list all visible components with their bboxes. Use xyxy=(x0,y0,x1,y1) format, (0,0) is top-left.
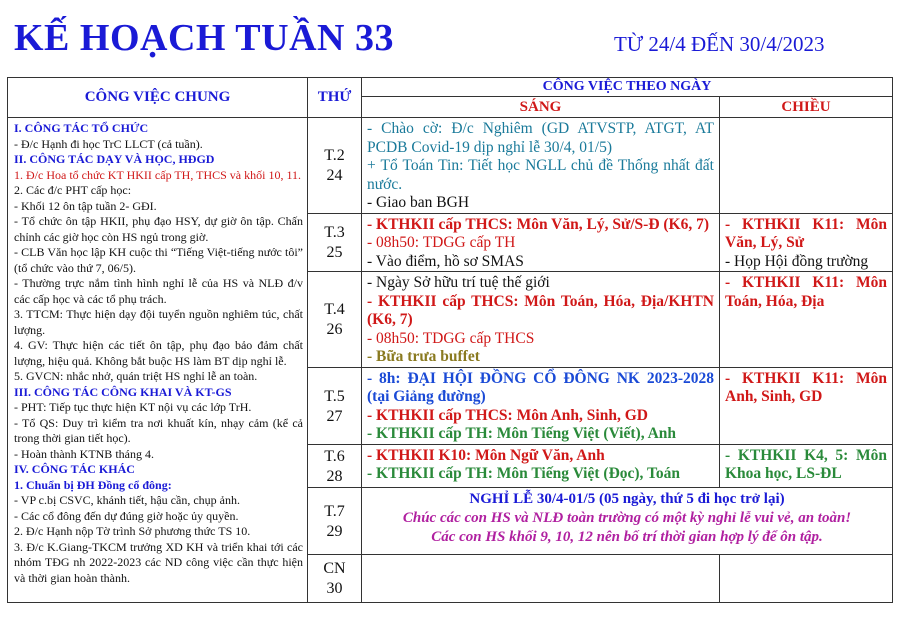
day-name: T.6 xyxy=(324,447,345,465)
morning-cell xyxy=(362,213,720,272)
general-work-cell xyxy=(8,118,308,603)
day-cell xyxy=(308,272,362,368)
morning-task: - 08h50: TDGG cấp THCS xyxy=(367,329,535,347)
general-work-line: 3. TTCM: Thực hiện dạy đội tuyển nguồn nghiêm túc, chất lượng. xyxy=(14,307,303,337)
general-work-line: - Tổ QS: Duy trì kiểm tra nơi khuất kín, nhạy cảm (kể cả trong thời gian tiết học). xyxy=(14,415,303,445)
afternoon-cell xyxy=(720,213,893,272)
morning-cell xyxy=(362,444,720,487)
general-work-line: - Tổ chức ôn tập HKII, phụ đạo HSY, dự giờ ôn tập. Chấn chỉnh các giờ học còn HS ngủ trong giờ. xyxy=(14,214,303,244)
general-work-line: II. CÔNG TÁC DẠY VÀ HỌC, HĐGD xyxy=(14,152,215,166)
morning-task: - KTHKII cấp THCS: Môn Toán, Hóa, Địa/KHTN (K6, 7) xyxy=(367,292,714,328)
day-date: 24 xyxy=(326,167,343,185)
holiday-line: NGHỈ LỄ 30/4-01/5 (05 ngày, thứ 5 đi học trở lại) xyxy=(469,490,785,507)
morning-cell xyxy=(362,554,720,602)
day-date: 28 xyxy=(326,467,343,485)
morning-header: SÁNG xyxy=(362,96,720,117)
day-name: T.7 xyxy=(324,502,345,520)
morning-task: - 8h: ĐẠI HỘI ĐỒNG CỔ ĐÔNG NK 2023-2028 (tại Giảng đường) xyxy=(367,369,714,405)
afternoon-cell xyxy=(720,444,893,487)
day-date: 26 xyxy=(326,321,343,339)
general-work-line: 1. Chuẩn bị ĐH Đồng cổ đông: xyxy=(14,477,172,492)
afternoon-task: - KTHKII K11: Môn Toán, Hóa, Địa xyxy=(725,274,887,310)
day-cell xyxy=(308,487,362,554)
morning-task: - KTHKII cấp THCS: Môn Văn, Lý, Sử/S-Đ (K6, 7) xyxy=(367,215,710,233)
morning-task: + Tổ Toán Tin: Tiết học NGLL chủ đề Thống nhất đất nước. xyxy=(367,157,714,193)
day-date: 27 xyxy=(326,407,343,425)
day-name: T.2 xyxy=(324,147,345,165)
morning-task: - KTHKII cấp TH: Môn Tiếng Việt (Đọc), Toán xyxy=(367,465,681,482)
day-row xyxy=(8,118,893,214)
morning-task: - KTHKII cấp TH: Môn Tiếng Việt (Viết), Anh xyxy=(367,425,677,442)
general-work-line: 1. Đ/c Hoa tổ chức KT HKII cấp TH, THCS và khối 10, 11. xyxy=(14,167,302,182)
day-name: CN xyxy=(323,560,346,577)
general-work-line: - PHT: Tiếp tục thực hiện KT nội vụ các lớp TrH. xyxy=(14,400,252,414)
general-work-line: 2. Đ/c Hạnh nộp Tờ trình Sở phương thức TS 10. xyxy=(14,524,251,538)
morning-task: - Chào cờ: Đ/c Nghiêm (GD ATVSTP, ATGT, AT PCDB Covid-19 dịp nghỉ lễ 30/4, 01/5) xyxy=(367,120,714,156)
day-cell xyxy=(308,118,362,214)
holiday-line: Chúc các con HS và NLĐ toàn trường có một kỳ nghỉ lễ vui vẻ, an toàn! xyxy=(402,509,852,526)
general-work-line: - Đ/c Hạnh đi học TrC LLCT (cả tuần). xyxy=(14,136,203,151)
general-work-line: 2. Các đ/c PHT cấp học: xyxy=(14,183,132,197)
day-date: 25 xyxy=(326,244,343,262)
afternoon-header: CHIỀU xyxy=(720,96,893,117)
afternoon-task: - Họp Hội đồng trường xyxy=(725,252,869,270)
general-work-line: 3. Đ/c K.Giang-TKCM trưởng XD KH và triển khai tới các nhóm TĐG nh 2022-2023 các ND công việc cần thực hiện và thời gian hoàn thành. xyxy=(14,539,303,585)
day-date: 29 xyxy=(326,522,343,540)
weekly-plan-table xyxy=(7,77,893,603)
day-cell xyxy=(308,444,362,487)
general-work-line: - Các cổ đông đến dự đúng giờ hoặc ủy quyền. xyxy=(14,508,239,523)
general-work-line: 5. GVCN: nhắc nhở, quán triệt HS nghỉ lễ an toàn. xyxy=(14,369,258,383)
general-work-line: I. CÔNG TÁC TỔ CHỨC xyxy=(14,121,149,135)
general-work-line: 4. GV: Thực hiện các tiết ôn tập, phụ đạo bảo đảm chất lượng, hiệu quả. Không bắt buộc HS làm BT dịp nghỉ lễ. xyxy=(14,338,303,368)
day-cell xyxy=(308,554,362,602)
general-work-line: - Thường trực nắm tình hình nghỉ lễ của HS và NLĐ đ/v các cấp học và các tổ phụ trách. xyxy=(14,276,303,306)
afternoon-task: - KTHKII K11: Môn Anh, Sinh, GD xyxy=(725,369,887,405)
morning-task: - Giao ban BGH xyxy=(367,194,470,211)
day-header: THỨ xyxy=(308,78,362,118)
morning-cell xyxy=(362,118,720,214)
general-work-line: IV. CÔNG TÁC KHÁC xyxy=(14,462,135,476)
afternoon-cell xyxy=(720,367,893,444)
morning-cell xyxy=(362,272,720,368)
morning-task: - 08h50: TDGG cấp TH xyxy=(367,234,516,251)
afternoon-task: - KTHKII K11: Môn Văn, Lý, Sử xyxy=(725,215,887,251)
day-name: T.5 xyxy=(324,387,345,405)
daily-work-header: CÔNG VIỆC THEO NGÀY xyxy=(362,78,893,97)
morning-task: - Bữa trưa buffet xyxy=(367,348,480,365)
morning-task: - Ngày Sở hữu trí tuệ thế giới xyxy=(367,274,550,291)
general-work-line: - Khối 12 ôn tập tuần 2- GĐI. xyxy=(14,198,157,213)
day-name: T.4 xyxy=(324,301,345,319)
page-title: KẾ HOẠCH TUẦN 33 xyxy=(14,17,394,59)
day-cell xyxy=(308,213,362,272)
afternoon-cell xyxy=(720,118,893,214)
general-work-line: - Hoàn thành KTNB tháng 4. xyxy=(14,446,154,461)
holiday-line: Các con HS khối 9, 10, 12 nên bố trí thời gian hợp lý để ôn tập. xyxy=(431,528,823,545)
morning-cell xyxy=(362,367,720,444)
general-work-line: - CLB Văn học lập KH cuộc thi “Tiếng Việt-tiếng nước tôi” (tổ chức vào thứ 7, 06/5). xyxy=(14,245,303,275)
general-work-header: CÔNG VIỆC CHUNG xyxy=(8,78,308,118)
morning-task: - KTHKII K10: Môn Ngữ Văn, Anh xyxy=(367,446,605,464)
afternoon-task: - KTHKII K4, 5: Môn Khoa học, LS-ĐL xyxy=(725,446,887,482)
afternoon-cell xyxy=(720,554,893,602)
holiday-notice xyxy=(362,487,893,554)
day-name: T.3 xyxy=(324,224,345,242)
afternoon-cell xyxy=(720,272,893,368)
general-work-line: - VP c.bị CSVC, khánh tiết, hậu cần, chụp ảnh. xyxy=(14,493,240,507)
morning-task: - Vào điểm, hồ sơ SMAS xyxy=(367,252,524,270)
day-cell xyxy=(308,367,362,444)
general-work-line: III. CÔNG TÁC CÔNG KHAI VÀ KT-GS xyxy=(14,384,232,399)
morning-task: - KTHKII cấp THCS: Môn Anh, Sinh, GD xyxy=(367,406,648,424)
day-date: 30 xyxy=(326,580,343,597)
date-range: TỪ 24/4 ĐẾN 30/4/2023 xyxy=(614,32,825,56)
